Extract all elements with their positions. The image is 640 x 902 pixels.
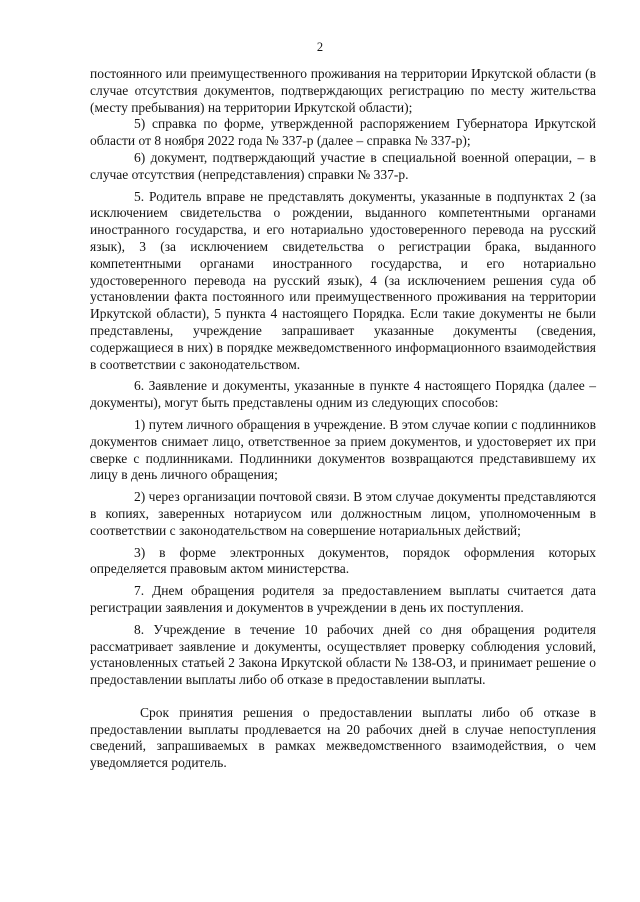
paragraph: 7. Днем обращения родителя за предоставлением выплаты считается дата регистрации заявления и документов в учреждении в день их поступления. [90, 583, 596, 615]
document-body [90, 66, 596, 772]
list-item: 3) в форме электронных документов, порядок оформления которых определяется правовым актом министерства. [90, 544, 596, 577]
paragraph: 6. Заявление и документы, указанные в пункте 4 настоящего Порядка (далее – документы), могут быть представлены одним из следующих способов: [90, 378, 596, 411]
paragraph: постоянного или преимущественного проживания на территории Иркутской области (в случае отсутствия документов, подтверждающих регистрацию по месту жительства (месту пребывания) на территории Иркутской области); [90, 66, 596, 115]
paragraph: 5. Родитель вправе не представлять документы, указанные в подпунктах 2 (за исключением свидетельства о рождении, выданного компетентными органами иностранного государства, и его нотариально удостоверенного перевода на русский язык), 3 (за исключением свидетельства о регистрации брака, выданного компетентными органами иностранного государства, и его нотариально удостоверенного перевода на русский язык), 4 (за исключением решения суда об установлении факта постоянного или преимущественного проживания на территории Иркутской области), 5 пункта 4 настоящего Порядка. Если такие документы не были представлены, учреждение запрашивает указанные документы (сведения, содержащиеся в них) в порядке межведомственного информационного взаимодействия в соответствии с законодательством. [90, 188, 596, 372]
list-item: 6) документ, подтверждающий участие в специальной военной операции, – в случае отсутствия (непредставления) справки № 337-р. [90, 149, 596, 182]
page-number: 2 [316, 40, 324, 54]
list-item: 2) через организации почтовой связи. В этом случае документы представляются в копиях, заверенных нотариусом или должностным лицом, уполномоченным в соответствии с законодательством на совершение нотариальных действий; [90, 489, 596, 538]
paragraph: 8. Учреждение в течение 10 рабочих дней со дня обращения родителя рассматривает заявление и документы, осуществляет проверку соблюдения условий, установленных статьей 2 Закона Иркутской области № 138-ОЗ, и принимает решение о предоставлении выплаты либо об отказе в предоставлении выплаты. [90, 621, 596, 688]
list-item: 5) справка по форме, утвержденной распоряжением Губернатора Иркутской области от 8 ноября 2022 года № 337-р (далее – справка № 337-р); [90, 116, 596, 149]
list-item: 1) путем личного обращения в учреждение. В этом случае копии с подлинников документов снимает лицо, ответственное за прием документов, и удостоверяет их при сверке с подлинниками. Подлинники документов возвращаются представившему их лицу в день личного обращения; [90, 416, 596, 483]
paragraph: Срок принятия решения о предоставлении выплаты либо об отказе в предоставлении выплаты продлевается на 20 рабочих дней в случае непоступления сведений, запрашиваемых в рамках межведомственного взаимодействия, о чем уведомляется родитель. [90, 704, 596, 771]
